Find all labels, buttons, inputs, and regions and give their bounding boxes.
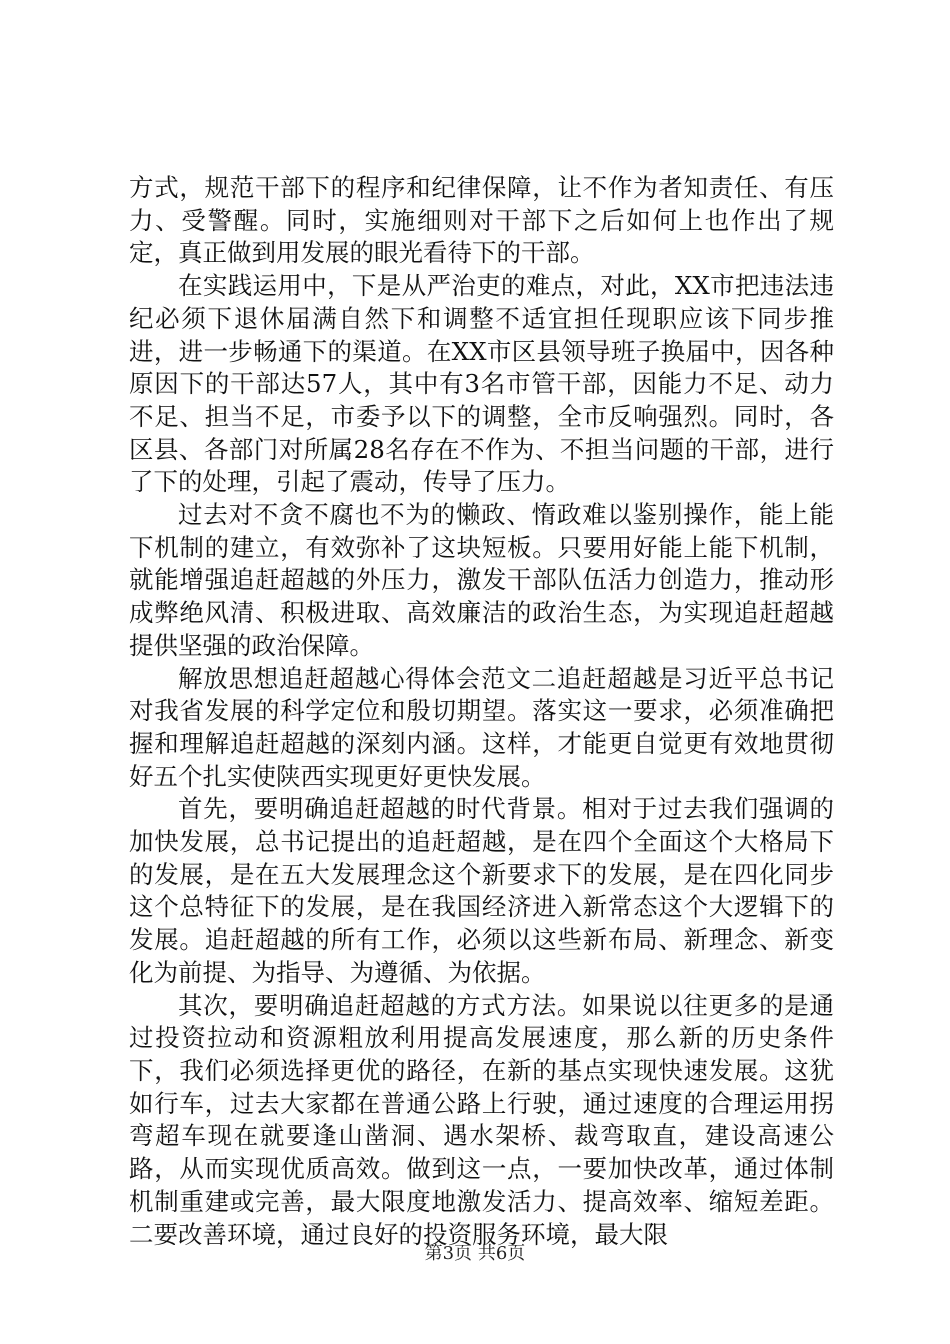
paragraph-5: 首先，要明确追赶超越的时代背景。相对于过去我们强调的加快发展，总书记提出的追赶超越，是在四个全面这个大格局下的发展，是在五大发展理念这个新要求下的发展，是在四化同步这个总特征下的发展，是在我国经济进入新常态这个大逻辑下的发展。追赶超越的所有工作，必须以这些新布局、新理念、新变化为前提、为指导、为遵循、为依据。: [129, 794, 834, 987]
paragraph-6: 其次，要明确追赶超越的方式方法。如果说以往更多的是通过投资拉动和资源粗放利用提高发展速度，那么新的历史条件下，我们必须选择更优的路径，在新的基点实现快速发展。这犹如行车，过去大家都在普通公路上行驶，通过速度的合理运用拐弯超车现在就要逢山凿洞、遇水架桥、裁弯取直，建设高速公路，从而实现优质高效。做到这一点，一要加快改革，通过体制机制重建或完善，最大限度地激发活力、提高效率、缩短差距。二要改善环境，通过良好的投资服务环境，最大限: [129, 990, 834, 1249]
paragraph-4: 解放思想追赶超越心得体会范文二追赶超越是习近平总书记对我省发展的科学定位和殷切期望。落实这一要求，必须准确把握和理解追赶超越的深刻内涵。这样，才能更自觉更有效地贯彻好五个扎实使陕西实现更好更快发展。: [129, 663, 834, 791]
document-body: [129, 172, 834, 1251]
paragraph-1: 方式，规范干部下的程序和纪律保障，让不作为者知责任、有压力、受警醒。同时，实施细则对干部下之后如何上也作出了规定，真正做到用发展的眼光看待下的干部。: [129, 173, 834, 268]
paragraph-2: 在实践运用中，下是从严治吏的难点，对此，XX市把违法违纪必须下退休届满自然下和调整不适宜担任现职应该下同步推进，进一步畅通下的渠道。在XX市区县领导班子换届中，因各种原因下的干部达57人，其中有3名市管干部，因能力不足、动力不足、担当不足，市委予以下的调整，全市反响强烈。同时，各区县、各部门对所属28名存在不作为、不担当问题的干部，进行了下的处理，引起了震动，传导了压力。: [129, 271, 834, 497]
paragraph-3: 过去对不贪不腐也不为的懒政、惰政难以鉴别操作，能上能下机制的建立，有效弥补了这块短板。只要用好能上能下机制，就能增强追赶超越的外压力，激发干部队伍活力创造力，推动形成弊绝风清、积极进取、高效廉洁的政治生态，为实现追赶超越提供坚强的政治保障。: [129, 500, 834, 660]
page-number: 第3页 共6页: [424, 1243, 526, 1264]
page-footer: [0, 1243, 950, 1265]
